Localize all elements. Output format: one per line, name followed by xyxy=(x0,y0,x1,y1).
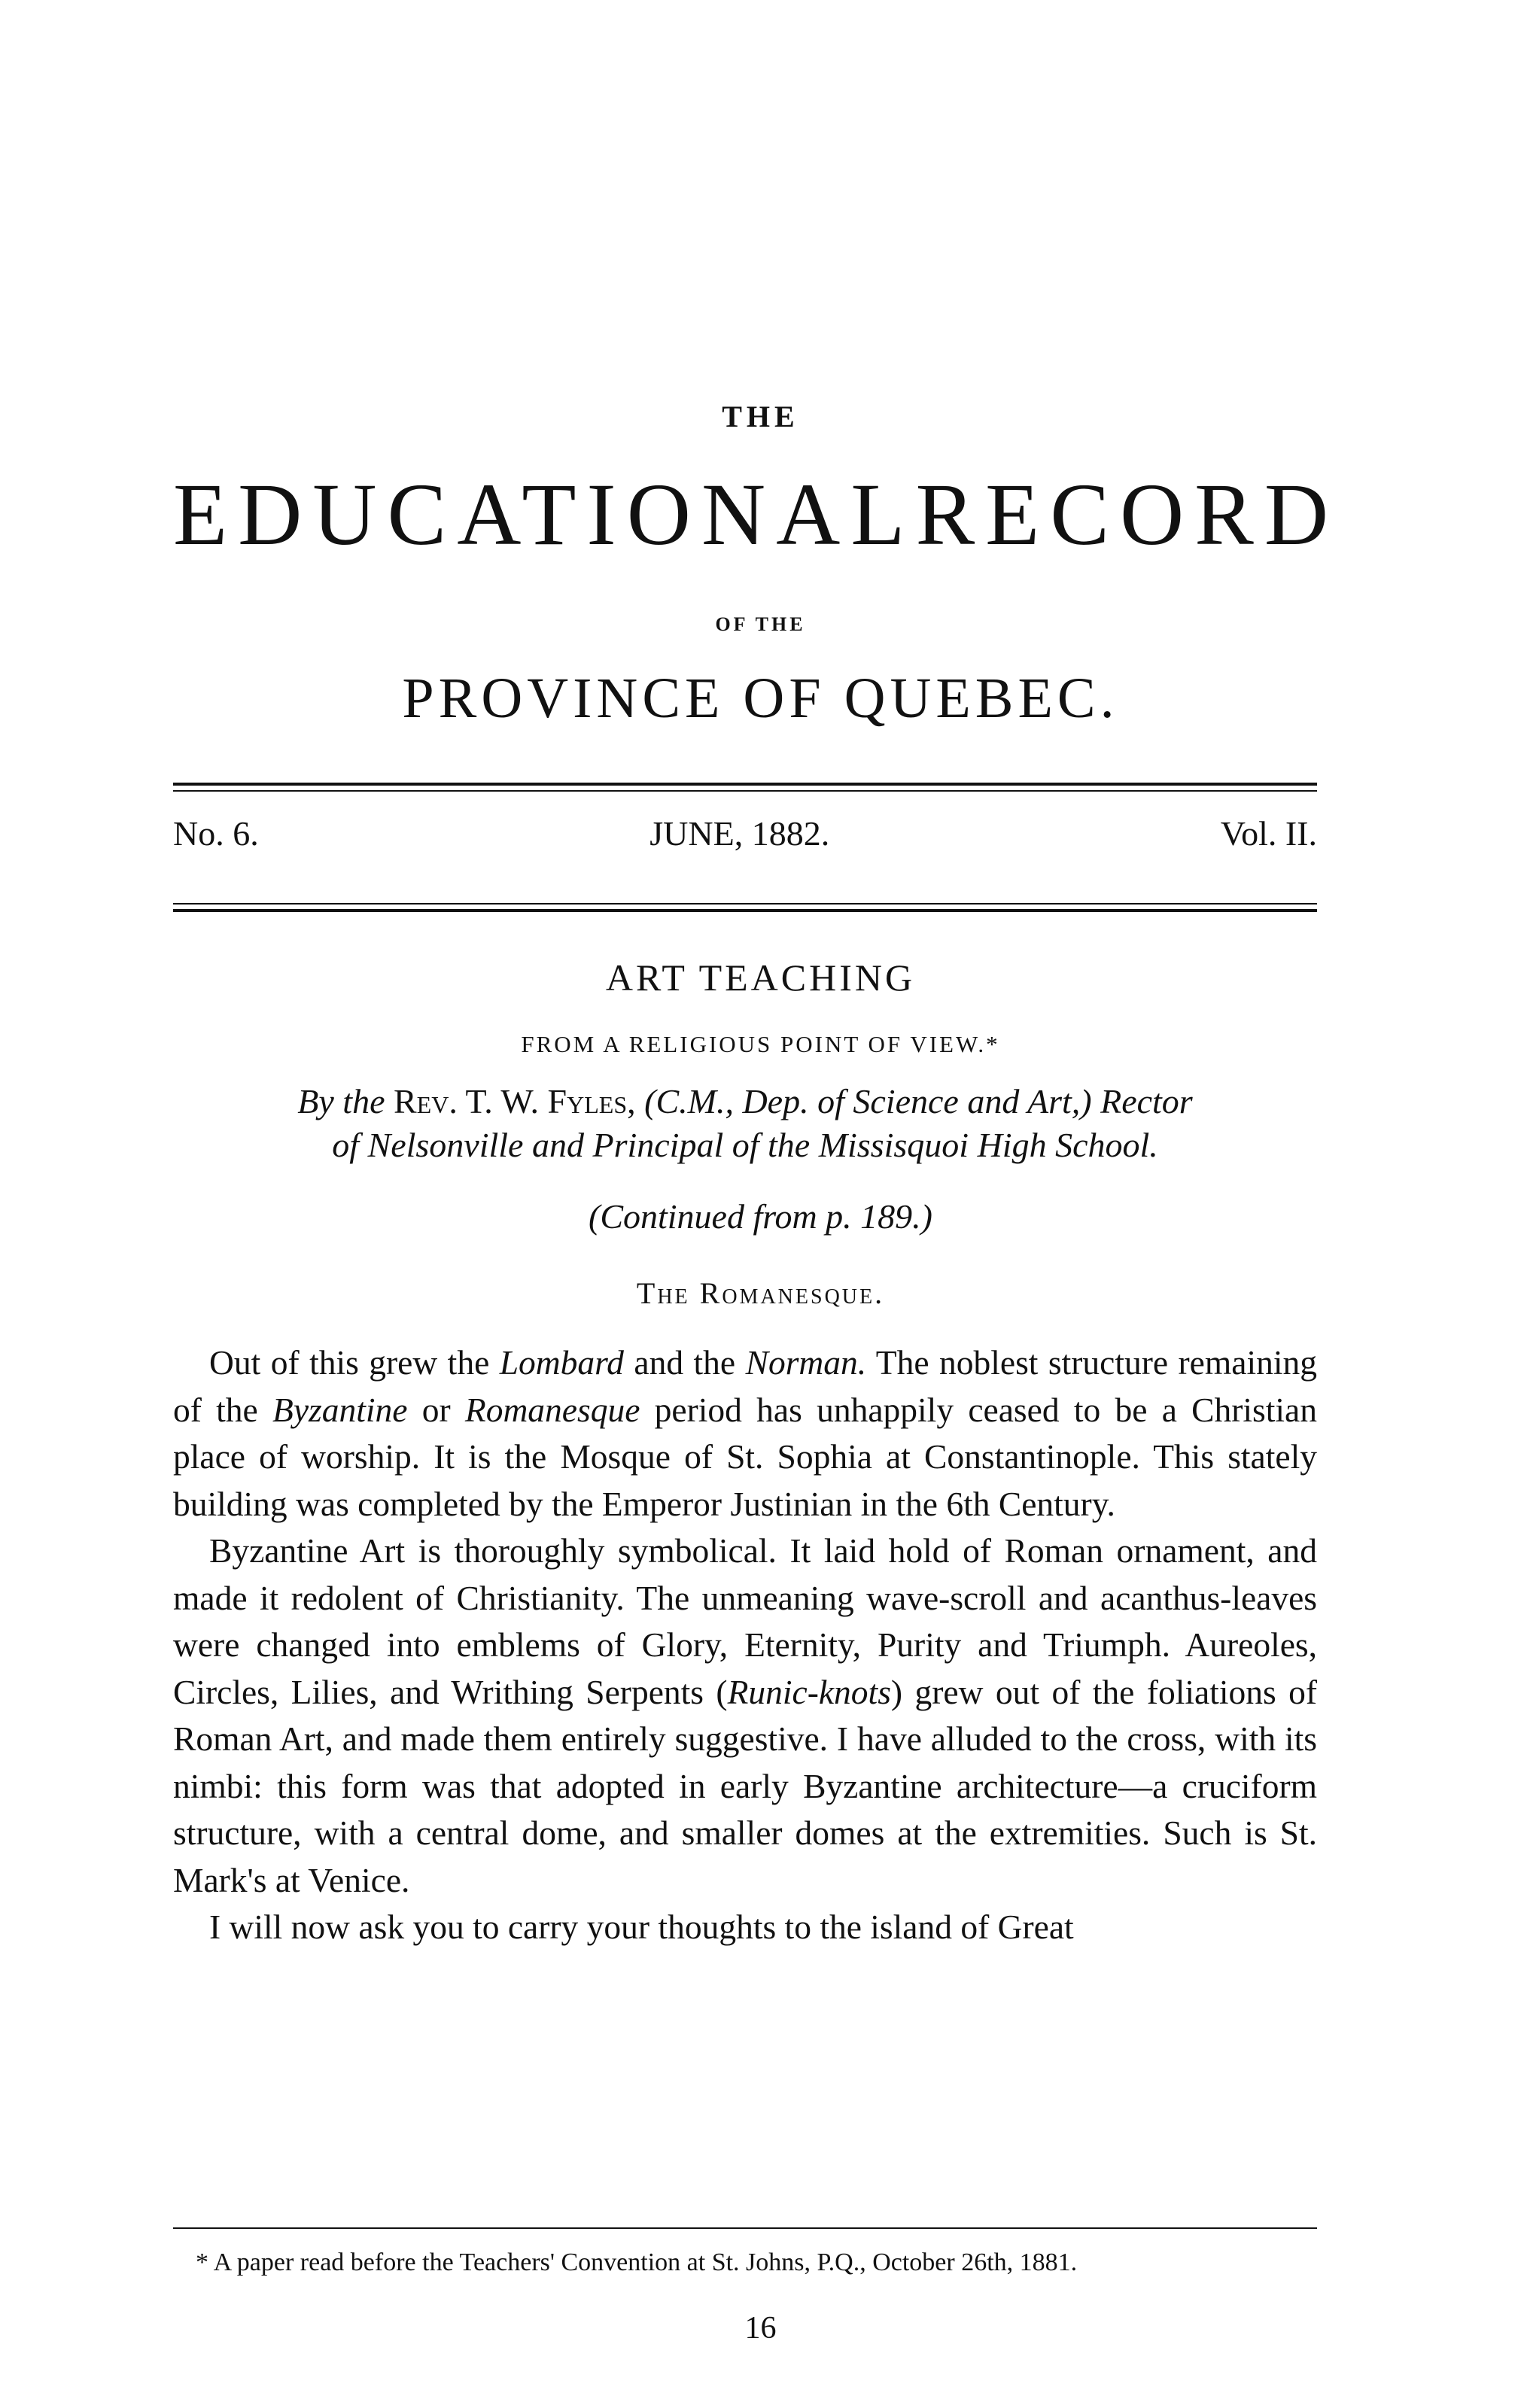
byline-rest-2: of Nelsonville and Principal of the Missisquoi High School. xyxy=(332,1126,1158,1164)
top-rule-thin xyxy=(173,790,1317,792)
continued-note: (Continued from p. 189.) xyxy=(589,1197,932,1236)
issue-number: No. 6. xyxy=(173,814,259,853)
masthead-of-the: OF THE xyxy=(715,613,806,635)
byline-author: Rev. T. W. Fyles, xyxy=(394,1082,636,1120)
paragraph: Out of this grew the Lombard and the Norman. The noblest structure remaining of the Byzantine or Romanesque period has unhappily ceased to be a Christian place of worship. It is the Mosque of St. Sophia at Constantinople. This stately building was completed by the Emperor Justinian in the 6th Century. xyxy=(173,1343,1317,1523)
masthead-title xyxy=(173,465,1340,564)
byline-by: By the xyxy=(297,1082,385,1120)
issue-date: JUNE, 1882. xyxy=(649,814,830,853)
footnote-rule xyxy=(173,2227,1317,2229)
paragraph: Byzantine Art is thoroughly symbolical. It laid hold of Roman ornament, and made it redolent of Christianity. The unmeaning wave-scroll and acanthus-leaves were changed into emblems of Glory, Eternity, Purity and Triumph. Aureoles, Circles, Lilies, and Writhing Serpents (Runic-knots) grew out of the foliations of Roman Art, and made them entirely suggestive. I have alluded to the cross, with its nimbi: this form was that adopted in early Byzantine architecture—a cruciform structure, with a central dome, and smaller domes at the extremities. Such is St. Mark's at Venice. xyxy=(173,1531,1317,1899)
issue-rule-thin xyxy=(173,903,1317,905)
top-rule xyxy=(173,783,1317,786)
byline-rest-1: (C.M., Dep. of Science and Art,) Rector xyxy=(644,1082,1193,1120)
issue-rule xyxy=(173,909,1317,912)
article-byline xyxy=(173,1080,1317,1167)
masthead-title-left: EDUCATIONAL xyxy=(173,465,916,564)
paragraph: I will now ask you to carry your thoughts to the island of Great xyxy=(209,1908,1074,1946)
masthead-province: PROVINCE OF QUEBEC. xyxy=(402,667,1119,730)
page-number: 16 xyxy=(744,2311,777,2346)
masthead-title-right: RECORD xyxy=(915,465,1340,564)
section-heading: The Romanesque. xyxy=(636,1276,885,1310)
footnote: * A paper read before the Teachers' Convention at St. Johns, P.Q., October 26th, 1881. xyxy=(196,2248,1078,2276)
issue-volume: Vol. II. xyxy=(1220,814,1317,853)
article-subtitle: FROM A RELIGIOUS POINT OF VIEW.* xyxy=(521,1031,1000,1057)
masthead-the: THE xyxy=(722,400,799,433)
article-title: ART TEACHING xyxy=(605,956,916,999)
article-body xyxy=(173,1339,1317,1951)
issue-line xyxy=(173,816,1317,851)
